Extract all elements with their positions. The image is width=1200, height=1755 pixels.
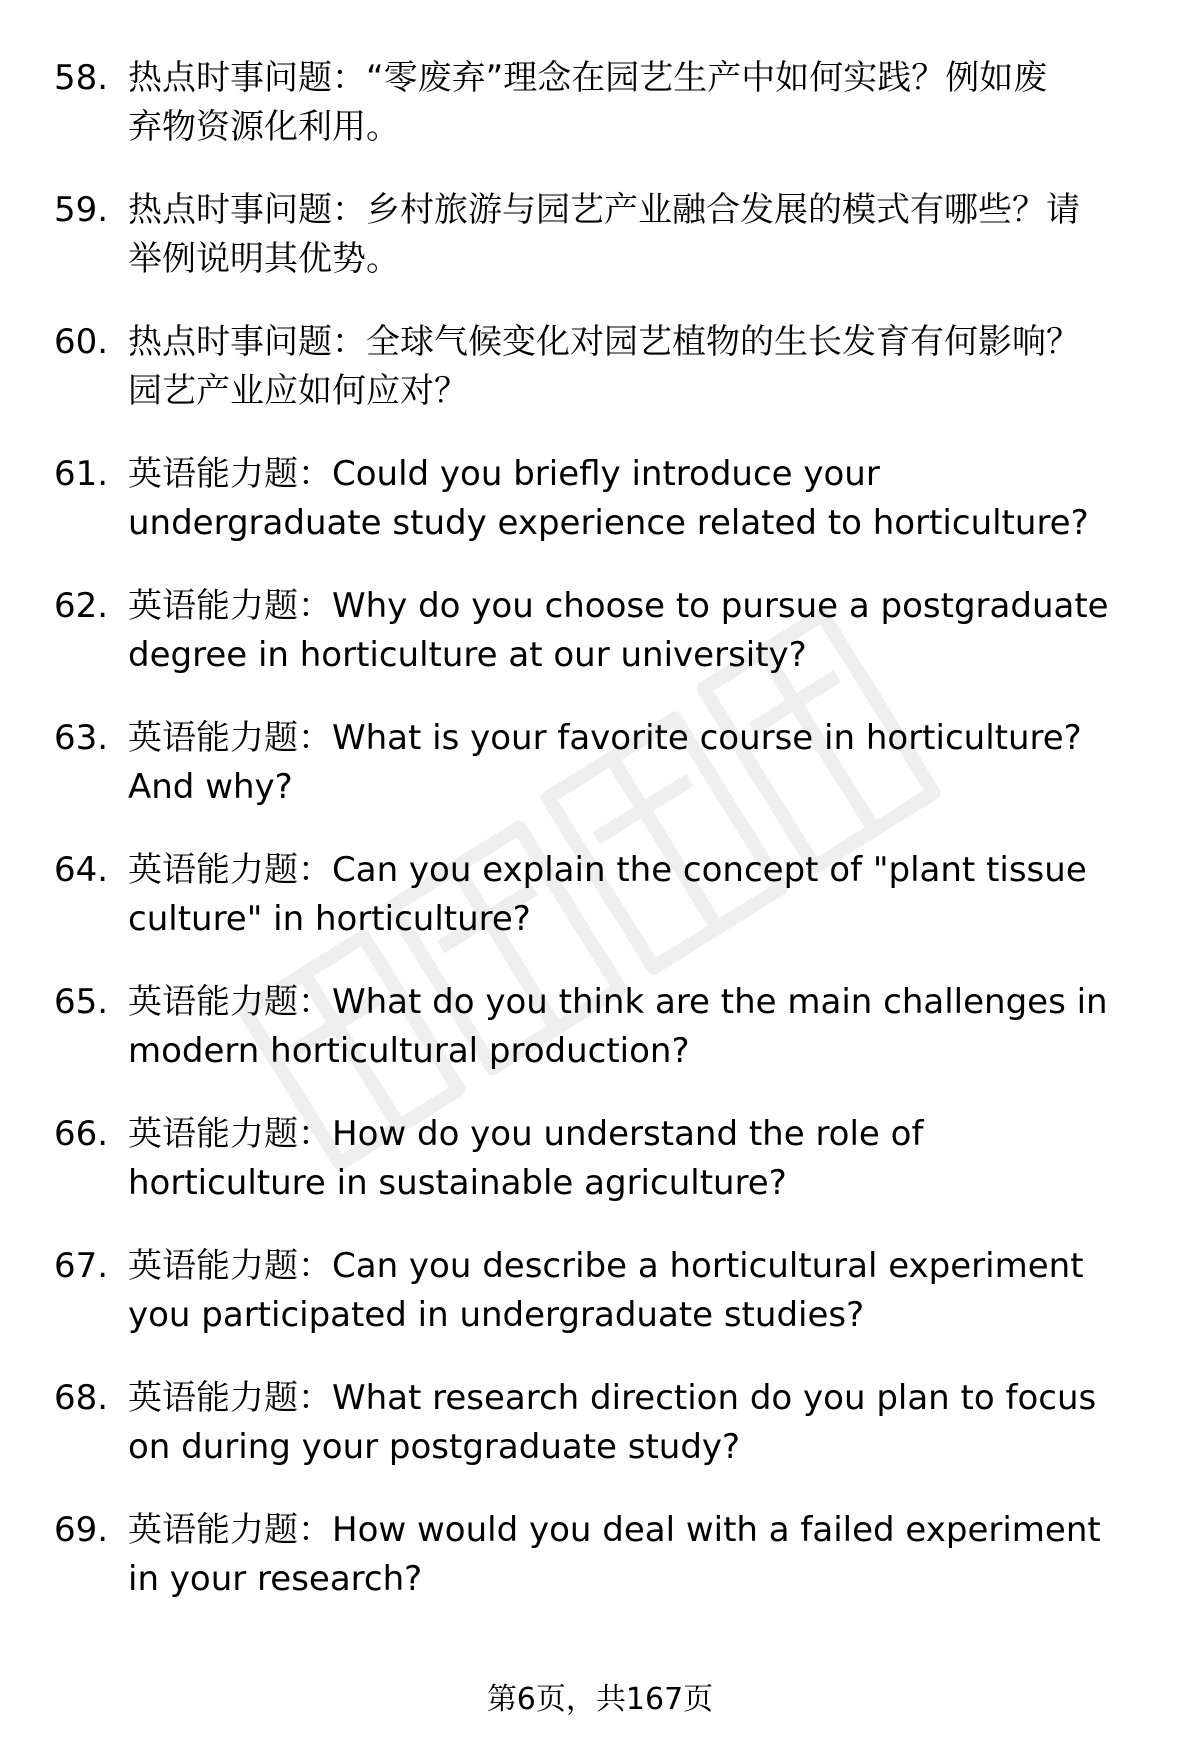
question-number: 64.: [54, 850, 109, 890]
question-text: [128, 714, 1148, 812]
question-text: [128, 1242, 1148, 1340]
question-line: 英语能力题：What is your favorite course in horticulture?: [128, 718, 1082, 758]
question-text: [128, 450, 1148, 548]
question-number: 62.: [54, 586, 109, 626]
question-text: [128, 54, 1148, 152]
question-number: 58.: [54, 58, 109, 98]
question-line: 热点时事问题：全球气候变化对园艺植物的生长发育有何影响？: [128, 322, 1080, 362]
question-item: [0, 714, 1200, 824]
question-line: 弃物资源化利用。: [128, 107, 400, 147]
question-number: 63.: [54, 718, 109, 758]
question-number: 68.: [54, 1378, 109, 1418]
question-item: [0, 1242, 1200, 1352]
question-text: [128, 582, 1148, 680]
question-text: [128, 978, 1148, 1076]
question-line: And why?: [128, 767, 293, 807]
question-item: [0, 1374, 1200, 1484]
question-line: 热点时事问题：乡村旅游与园艺产业融合发展的模式有哪些？请: [128, 190, 1080, 230]
question-line: on during your postgraduate study?: [128, 1427, 741, 1467]
question-item: [0, 846, 1200, 956]
question-text: [128, 1506, 1148, 1604]
page-number: 第6页，共167页: [486, 1682, 714, 1717]
question-line: 英语能力题：What research direction do you plan to focus: [128, 1378, 1097, 1418]
question-line: horticulture in sustainable agriculture?: [128, 1163, 787, 1203]
question-line: 英语能力题：Can you describe a horticultural experiment: [128, 1246, 1084, 1286]
question-line: in your research?: [128, 1559, 423, 1599]
question-item: [0, 1506, 1200, 1616]
question-text: [128, 1374, 1148, 1472]
question-item: [0, 1110, 1200, 1220]
question-line: 园艺产业应如何应对？: [128, 371, 468, 411]
question-text: [128, 1110, 1148, 1208]
question-item: [0, 54, 1200, 164]
question-line: 英语能力题：Can you explain the concept of "plant tissue: [128, 850, 1087, 890]
question-item: [0, 978, 1200, 1088]
question-line: 英语能力题：Could you briefly introduce your: [128, 454, 880, 494]
question-item: [0, 450, 1200, 560]
page-footer: [0, 1680, 1200, 1720]
question-line: culture" in horticulture?: [128, 899, 531, 939]
question-line: you participated in undergraduate studies?: [128, 1295, 865, 1335]
question-number: 69.: [54, 1510, 109, 1550]
question-number: 59.: [54, 190, 109, 230]
question-line: 英语能力题：How do you understand the role of: [128, 1114, 924, 1154]
question-line: 热点时事问题：“零废弃”理念在园艺生产中如何实践？例如废: [128, 58, 1048, 98]
question-number: 61.: [54, 454, 109, 494]
question-line: 英语能力题：Why do you choose to pursue a postgraduate: [128, 586, 1109, 626]
question-line: undergraduate study experience related to horticulture?: [128, 503, 1089, 543]
question-line: modern horticultural production?: [128, 1031, 690, 1071]
question-line: degree in horticulture at our university?: [128, 635, 807, 675]
question-item: [0, 582, 1200, 692]
question-text: [128, 846, 1148, 944]
question-item: [0, 318, 1200, 428]
question-item: [0, 186, 1200, 296]
question-line: 英语能力题：How would you deal with a failed experiment: [128, 1510, 1101, 1550]
question-number: 67.: [54, 1246, 109, 1286]
question-number: 65.: [54, 982, 109, 1022]
question-text: [128, 318, 1148, 416]
question-number: 60.: [54, 322, 109, 362]
question-line: 英语能力题：What do you think are the main challenges in: [128, 982, 1108, 1022]
question-line: 举例说明其优势。: [128, 239, 400, 279]
question-number: 66.: [54, 1114, 109, 1154]
question-text: [128, 186, 1148, 284]
